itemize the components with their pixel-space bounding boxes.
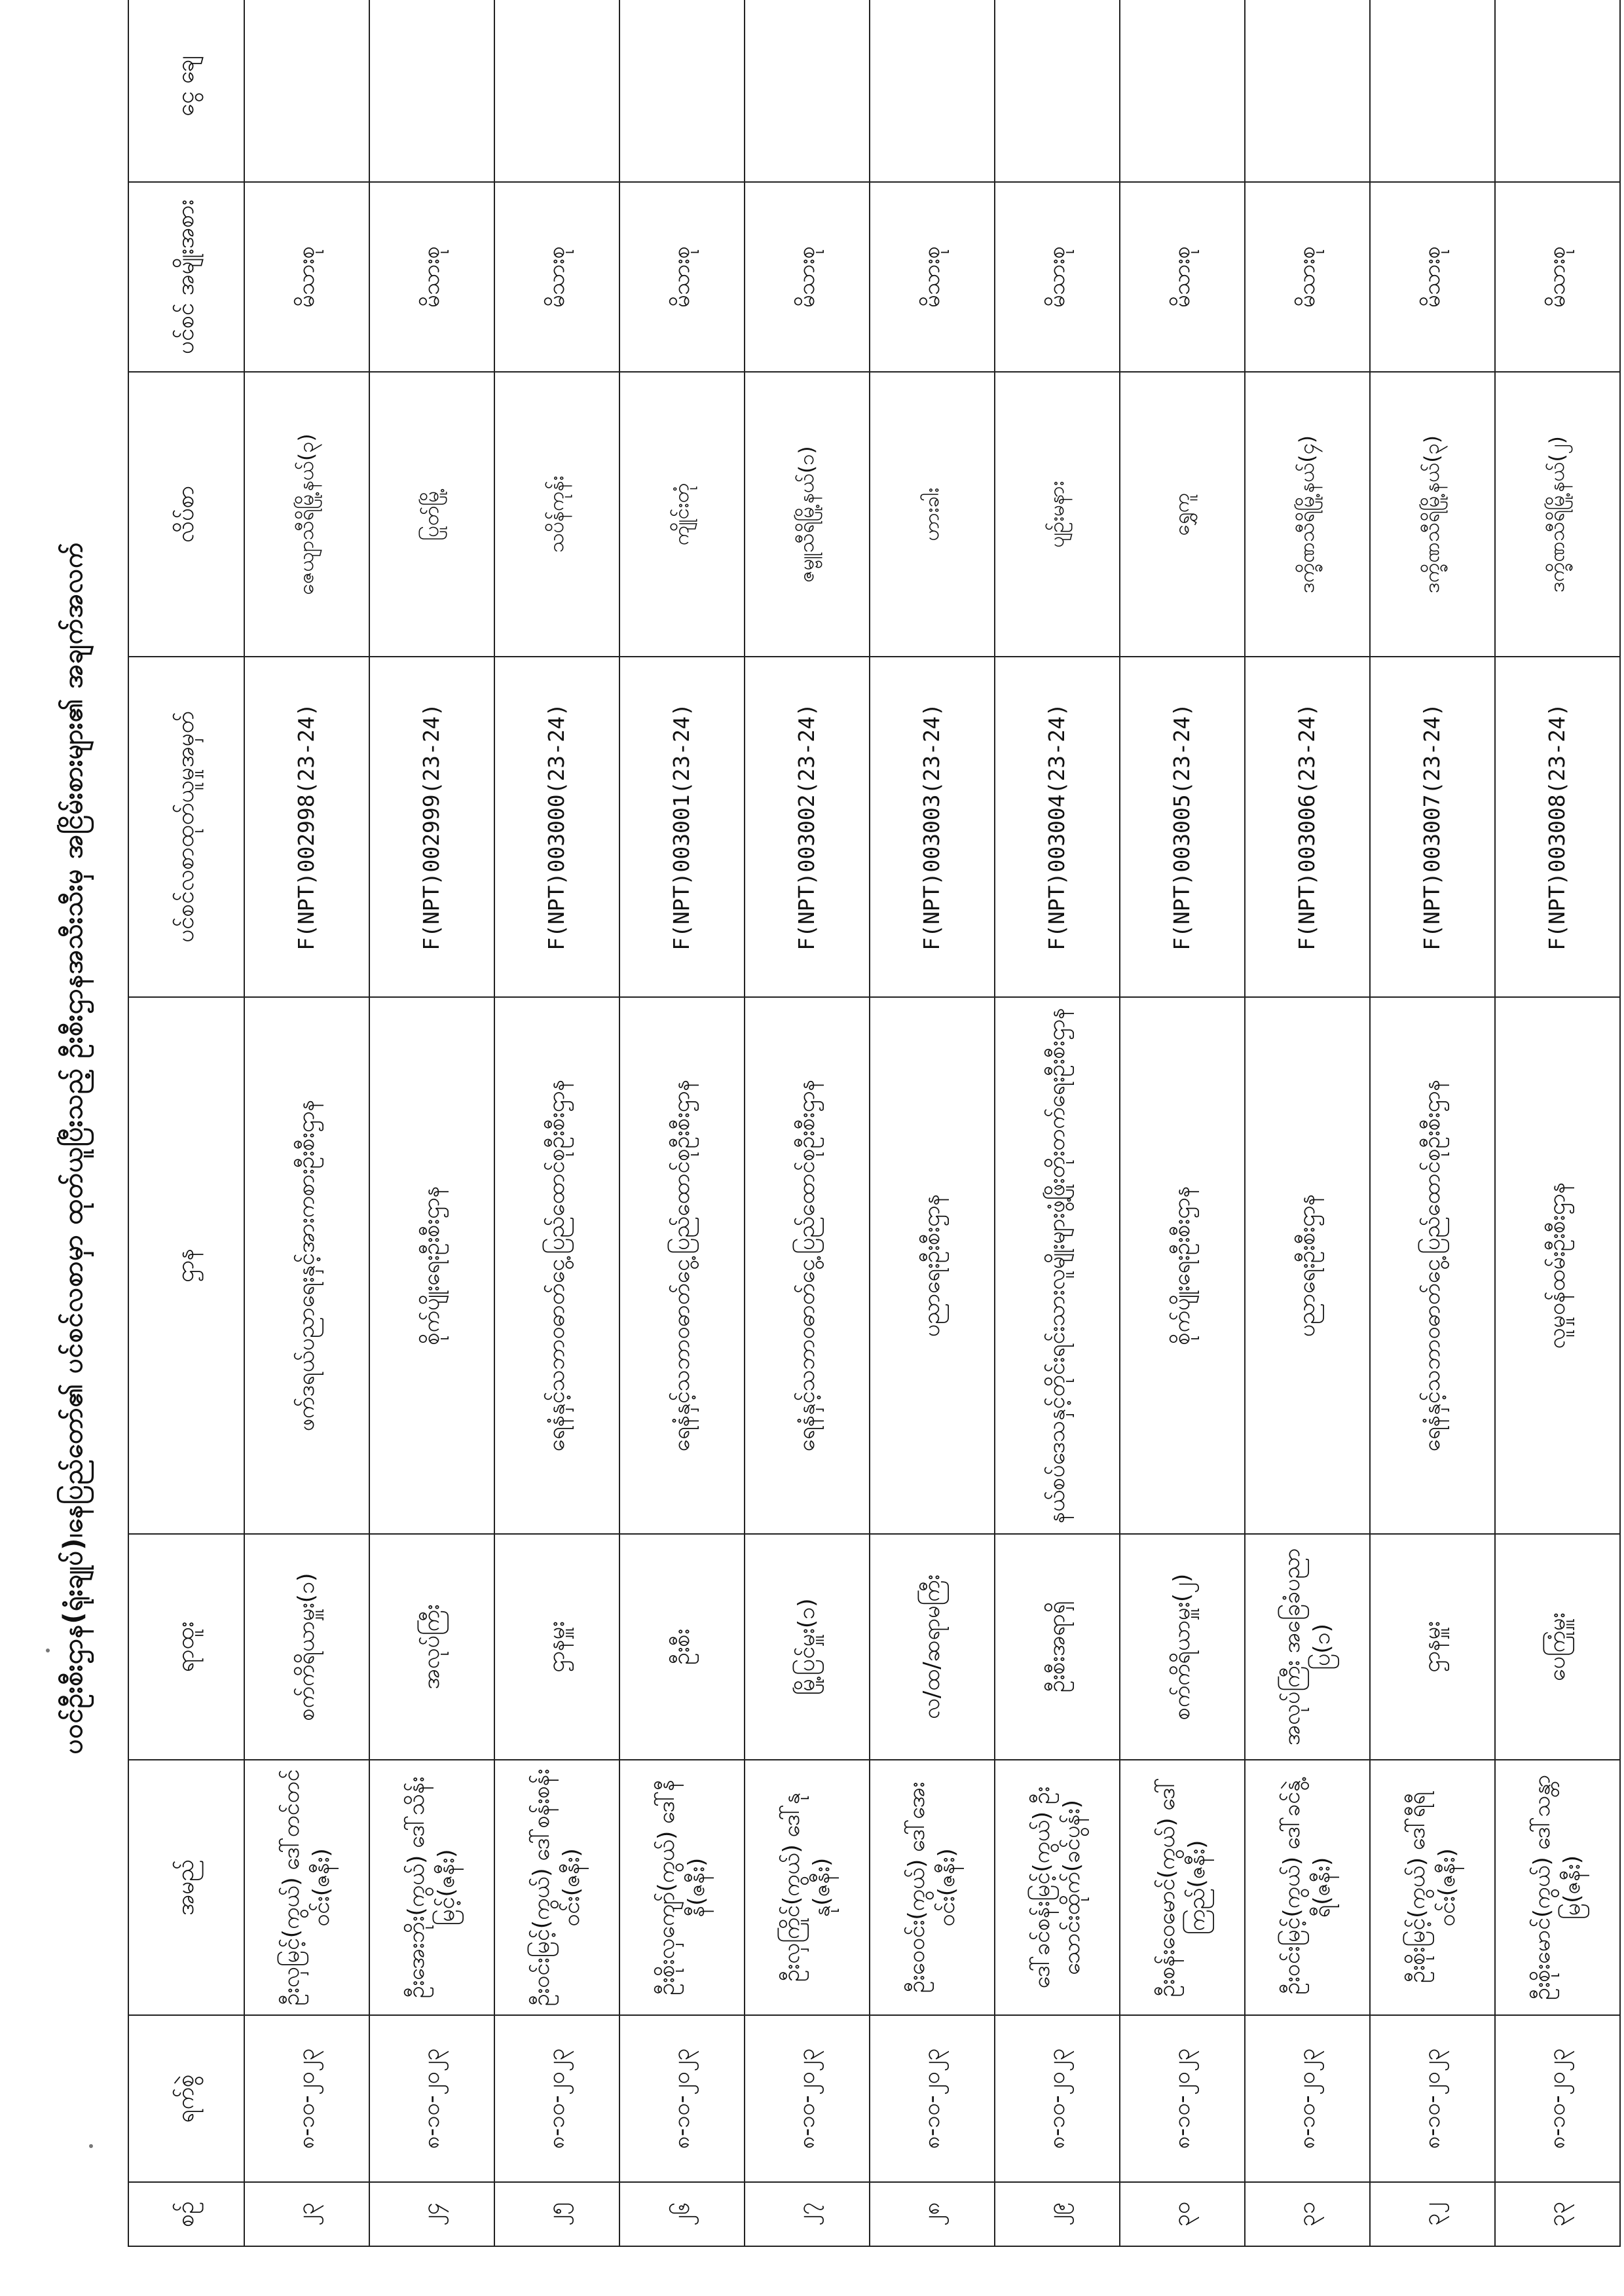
row-no: ၂၇: [745, 2182, 870, 2246]
row-remarks: [1120, 0, 1245, 182]
row-remarks: [369, 0, 494, 182]
row-rank: ဦးစီးအရာရှိ: [995, 1534, 1120, 1760]
row-ref: F(NPT)003008(23-24): [1495, 657, 1620, 997]
row-date: ၈-၁၀-၂၀၂၃: [1370, 2015, 1495, 2182]
row-dept: ဖက်ဒရယ်ပညာရေးနှင့်အားကစားဦးစီးဌာန: [244, 997, 369, 1534]
row-name: ဦးစိုးလှကျော်(ကွယ်) ဒေါ်နီနီ(ဇနီး): [619, 1760, 745, 2015]
row-date: ၈-၁၀-၂၀၂၃: [1495, 2015, 1620, 2182]
table-row: [1495, 0, 1620, 2246]
row-remarks: [619, 0, 745, 182]
col-header-address: လိပ်စာ: [128, 372, 244, 657]
row-rank: အလုပ်ကြီး အခြေခံပညာပြ(၁): [1245, 1534, 1370, 1760]
row-ref: F(NPT)003007(23-24): [1370, 657, 1495, 997]
row-type: မိသားစု: [1120, 182, 1245, 372]
row-date: ၈-၁၀-၂၀၂၃: [995, 2015, 1120, 2182]
row-address: ဇေယျာသီရိမြို့နယ်(၃): [244, 372, 369, 657]
row-remarks: [244, 0, 369, 182]
row-name: ဦးလှကြိုင်(ကွယ်) ဒေါ်နုနု(ဇနီး): [745, 1760, 870, 2015]
row-address: ဒက္ခိဏသီရိမြို့နယ်(၃): [1370, 372, 1495, 657]
row-address: ဒက္ခိဏသီရိမြို့နယ်(၂): [1495, 372, 1620, 657]
row-ref: F(NPT)003000(23-24): [494, 657, 619, 997]
row-no: ၃၁: [1245, 2182, 1370, 2246]
table-row: [995, 0, 1120, 2246]
row-address: ဟားခါး: [870, 372, 995, 657]
row-no: ၂၃: [244, 2182, 369, 2246]
table-row: [1245, 0, 1370, 2246]
col-header-date: ရက်စွဲ: [128, 2015, 244, 2182]
row-rank: ဦးစီး: [619, 1534, 745, 1760]
row-address: သပိန်ကုန်း: [494, 372, 619, 657]
page-title: ပဝင်ဦးစီးဌာန(ရုံးချုပ်)၊နေပြည်တော်၏ ပင်စင်လစာမှာ ထုတ်ယူပြီးသည့် ဦးစီးဌာနအသီးသီးမှ အငြိမ်းစားများ၏ အချက်အလက်: [58, 541, 88, 1755]
row-no: ၂၈: [870, 2182, 995, 2246]
table-row: [244, 0, 369, 2246]
row-type: မိသားစု: [745, 182, 870, 372]
col-header-type: ပင်စင် အမျိုးအစား: [128, 182, 244, 372]
row-dept: ရေနံနှင့်သဘာဝဓာတ်ငွေ့ပြည်ထောင်စုဦးစီးဌာန: [745, 997, 870, 1534]
row-name: ဦးစိုးမောင်(ကွယ်) ဒေါ်သန္တာမြ(ဇနီး): [1495, 1760, 1620, 2015]
table-row: [870, 0, 995, 2246]
row-name: ဒေါ်ခင်စန်းမြင့်(ကွယ်) ဦးသောင်းထိုက်(ခင်ပွန်း): [995, 1760, 1120, 2015]
row-no: ၂၆: [619, 2182, 745, 2246]
col-header-remarks: ငွေ ချေ: [128, 0, 244, 182]
row-ref: F(NPT)003004(23-24): [995, 657, 1120, 997]
row-name: ဦးဝင်းမြင့်(ကွယ်) ဒေါ်စန်းစန်းဝင်း(ဇနီး): [494, 1760, 619, 2015]
scan-speck: [46, 1649, 50, 1652]
row-date: ၈-၁၀-၂၀၂၃: [1120, 2015, 1245, 2182]
row-date: ၈-၁၀-၂၀၂၃: [369, 2015, 494, 2182]
col-header-name: အမည်: [128, 1760, 244, 2015]
row-remarks: [1245, 0, 1370, 182]
row-name: ဦးဝေဝင်း(ကွယ်) ဒေါ်အေးဝင်း(ဇနီး): [870, 1760, 995, 2015]
table-row: [1120, 0, 1245, 2246]
row-rank: မြို့ပြင်မှူး(၁): [745, 1534, 870, 1760]
row-type: မိသားစု: [369, 182, 494, 372]
row-remarks: [870, 0, 995, 182]
row-ref: F(NPT)003003(23-24): [870, 657, 995, 997]
row-date: ၈-၁၀-၂၀၂၃: [494, 2015, 619, 2182]
table-row: [619, 0, 745, 2246]
row-rank: စက်ကိရိယာမှူး(၂): [1120, 1534, 1245, 1760]
table-row: [745, 0, 870, 2246]
row-ref: F(NPT)003005(23-24): [1120, 657, 1245, 997]
row-ref: F(NPT)003002(23-24): [745, 657, 870, 997]
row-type: မိသားစု: [870, 182, 995, 372]
row-address: ကျိုင်းတုံ: [619, 372, 745, 657]
row-address: ရွှေကူ: [1120, 372, 1245, 657]
row-rank: ဌာနမှူး: [1370, 1534, 1495, 1760]
row-rank: လ/ထ/ဆရာမကြီး: [870, 1534, 995, 1760]
row-dept: ပညာရေးဦးစီးဌာန: [1245, 997, 1370, 1534]
row-rank: စက်ကိရိယာမှူး(၁): [244, 1534, 369, 1760]
row-no: ၂၄: [369, 2182, 494, 2246]
row-type: မိသားစု: [494, 182, 619, 372]
row-remarks: [1370, 0, 1495, 182]
row-type: မိသားစု: [619, 182, 745, 372]
row-remarks: [494, 0, 619, 182]
row-name: ဦးအေးဘိုး(ကွယ်) ဒေါ်သိန်းမြင့်(ဇနီး): [369, 1760, 494, 2015]
row-name: ဦးစန်းဝေမောင်(ကွယ်) ဒေါ်ကြည်(ဇနီး): [1120, 1760, 1245, 2015]
row-address: ဒက္ခိဏသီရိမြို့နယ်(၄): [1245, 372, 1370, 657]
row-no: ၂၉: [995, 2182, 1120, 2246]
row-address: ပြုတ်မြို့: [369, 372, 494, 657]
col-header-rank: ရာထူး: [128, 1534, 244, 1760]
row-ref: F(NPT)003001(23-24): [619, 657, 745, 997]
col-header-ref: ပင်စင်လစာထုတ်ယူမှုအမှတ်: [128, 657, 244, 997]
row-rank: အလုပ်ကြီး: [369, 1534, 494, 1760]
row-date: ၈-၁၀-၂၀၂၃: [244, 2015, 369, 2182]
row-no: ၂၅: [494, 2182, 619, 2246]
row-ref: F(NPT)003006(23-24): [1245, 657, 1370, 997]
row-no: ၃၀: [1120, 2182, 1245, 2246]
row-rank: ဌာနမှူး: [494, 1534, 619, 1760]
row-name: ဦးစိုးမြင့်(ကွယ်) ဒေါ်ရီရီဝင်း(ဇနီး): [1370, 1760, 1495, 2015]
row-type: မိသားစု: [1495, 182, 1620, 372]
row-type: မိသားစု: [1245, 182, 1370, 372]
row-dept: ရေနံနှင့်သဘာဝဓာတ်ငွေ့ပြည်ထောင်စုဦးစီးဌာန: [494, 997, 619, 1534]
pension-table: [128, 0, 1621, 2247]
table-row: [369, 0, 494, 2246]
row-date: ၈-၁၀-၂၀၂၃: [870, 2015, 995, 2182]
row-ref: F(NPT)002998(23-24): [244, 657, 369, 997]
row-date: ၈-၁၀-၂၀၂၃: [745, 2015, 870, 2182]
row-dept: ရေနံနှင့်သဘာဝဓာတ်ငွေ့ပြည်ထောင်စုဦးစီးဌာန: [1370, 997, 1495, 1534]
row-type: မိသားစု: [244, 182, 369, 372]
row-dept: စိုက်ပျိုးရေးဦးစီးဌာန: [1120, 997, 1245, 1534]
row-name: ဦးဝင်းမြင့်(ကွယ်) ဒေါ်ခင်နွဲ့ရီ(ဇနီး): [1245, 1760, 1370, 2015]
row-dept: စိုက်ပျိုးရေးဦးစီးဌာန: [369, 997, 494, 1534]
row-name: ဦးလှမြင့်(ကွယ်) ဒေါ်တင်တင်ဝင်း(ဇနီး): [244, 1760, 369, 2015]
header-row: [128, 0, 244, 2246]
col-header-dept: ဌာန: [128, 997, 244, 1534]
row-dept: ရေနံနှင့်သဘာဝဓာတ်ငွေ့ပြည်ထောင်စုဦးစီးဌာန: [619, 997, 745, 1534]
row-address: ပျဉ်းမနား: [995, 372, 1120, 657]
row-type: မိသားစု: [1370, 182, 1495, 372]
row-remarks: [995, 0, 1120, 182]
col-header-no: စဉ်: [128, 2182, 244, 2246]
row-dept: နယ်စပ်ဒေသနှင့်တိုင်းရင်းသားလူမျိုးများဖွံ့ဖြိုးတိုးတက်ရေးဦးစီးဌာန: [995, 997, 1120, 1534]
table-row: [1370, 0, 1495, 2246]
row-dept: လူမှုဝန်ထမ်းဦးစီးဌာန: [1495, 997, 1620, 1534]
row-dept: ပညာရေးဦးစီးဌာန: [870, 997, 995, 1534]
row-no: ၃၂: [1370, 2182, 1495, 2246]
scan-speck: [89, 2144, 93, 2148]
row-type: မိသားစု: [995, 182, 1120, 372]
row-remarks: [745, 0, 870, 182]
row-ref: F(NPT)002999(23-24): [369, 657, 494, 997]
row-rank: ပေကြုံမှူး: [1495, 1534, 1620, 1760]
row-date: ၈-၁၀-၂၀၂၃: [619, 2015, 745, 2182]
table-row: [494, 0, 619, 2246]
row-address: ဇမ္ဗူသီရိမြို့နယ်(၁): [745, 372, 870, 657]
row-remarks: [1495, 0, 1620, 182]
row-date: ၈-၁၀-၂၀၂၃: [1245, 2015, 1370, 2182]
row-no: ၃၃: [1495, 2182, 1620, 2246]
